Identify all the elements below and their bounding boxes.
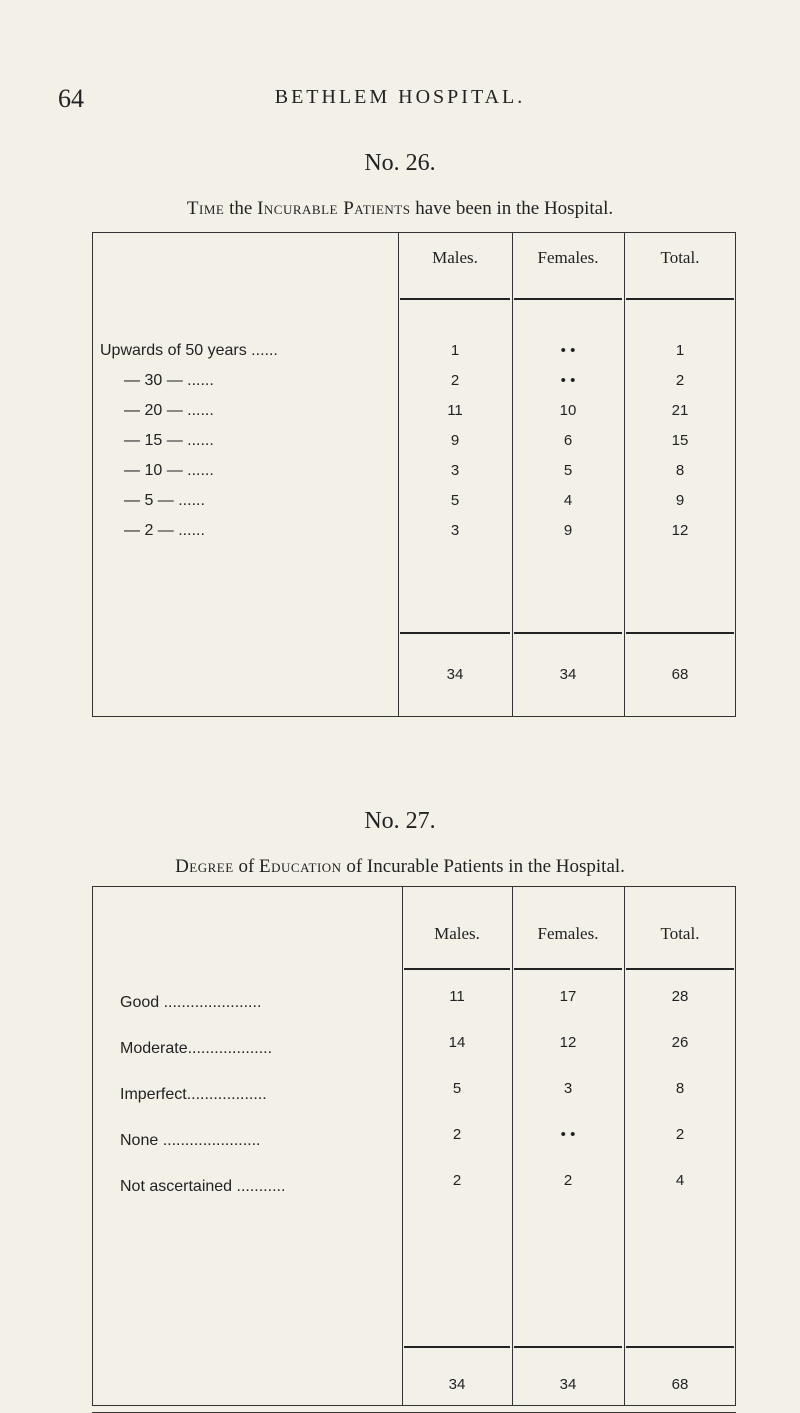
females-value: • • [560, 342, 576, 359]
row-label: Imperfect.................. [120, 1086, 267, 1103]
females-value: 2 [563, 1172, 573, 1189]
total-value: 2 [675, 372, 685, 389]
males-total: 34 [446, 666, 464, 683]
males-value: 2 [450, 372, 460, 389]
grand-total: 68 [671, 666, 689, 683]
males-value: 2 [452, 1126, 462, 1143]
column-header-total: Total. [660, 924, 700, 943]
females-value: 9 [563, 522, 573, 539]
total-value: 1 [675, 342, 685, 359]
females-value: 10 [559, 402, 577, 419]
column-header-females: Females. [537, 924, 599, 943]
total-value: 26 [671, 1034, 689, 1051]
column-header-males: Males. [434, 924, 480, 943]
row-label: Upwards of 50 years ...... [100, 342, 278, 359]
males-value: 1 [450, 342, 460, 359]
males-value: 3 [450, 522, 460, 539]
running-head: BETHLEM HOSPITAL. [274, 86, 526, 108]
females-value: 3 [563, 1080, 573, 1097]
total-value: 12 [671, 522, 689, 539]
males-value: 11 [447, 402, 463, 419]
row-label: Good ...................... [120, 994, 262, 1011]
males-value: 2 [452, 1172, 462, 1189]
row-label: — 10 — ...... [124, 462, 214, 479]
females-value: • • [560, 372, 576, 389]
females-value: 4 [563, 492, 573, 509]
total-value: 28 [671, 988, 689, 1005]
females-value: 6 [563, 432, 573, 449]
males-value: 5 [450, 492, 460, 509]
males-value: 3 [450, 462, 460, 479]
females-value: • • [560, 1126, 576, 1143]
males-value: 11 [449, 988, 465, 1005]
females-value: 17 [559, 988, 577, 1005]
column-header-males: Males. [432, 248, 478, 267]
total-value: 4 [675, 1172, 685, 1189]
row-label: — 2 — ...... [124, 522, 205, 539]
row-label: — 15 — ...... [124, 432, 214, 449]
males-total: 34 [448, 1376, 466, 1393]
page-number: 64 [58, 84, 84, 113]
row-label: Not ascertained ........... [120, 1178, 286, 1195]
grand-total: 68 [671, 1376, 689, 1393]
total-value: 9 [675, 492, 685, 509]
males-value: 5 [452, 1080, 462, 1097]
total-value: 2 [675, 1126, 685, 1143]
females-total: 34 [559, 1376, 577, 1393]
table-27-title: Degree of Education of Incurable Patients in the Hospital. [175, 856, 625, 877]
females-value: 5 [563, 462, 573, 479]
column-header-females: Females. [537, 248, 599, 267]
total-value: 15 [671, 432, 689, 449]
males-value: 9 [450, 432, 460, 449]
table-27-number: No. 27. [364, 808, 436, 834]
row-label: Moderate................... [120, 1040, 273, 1057]
females-value: 12 [559, 1034, 577, 1051]
row-label: — 30 — ...... [124, 372, 214, 389]
row-label: — 20 — ...... [124, 402, 214, 419]
total-value: 8 [675, 462, 685, 479]
column-header-total: Total. [660, 248, 700, 267]
total-value: 21 [671, 402, 689, 419]
row-label: None ...................... [120, 1132, 261, 1149]
total-value: 8 [675, 1080, 685, 1097]
table-26-title: Time the Incurable Patients have been in the Hospital. [186, 198, 614, 219]
females-total: 34 [559, 666, 577, 683]
row-label: — 5 — ...... [124, 492, 205, 509]
table-26-number: No. 26. [364, 150, 436, 176]
males-value: 14 [448, 1034, 466, 1051]
